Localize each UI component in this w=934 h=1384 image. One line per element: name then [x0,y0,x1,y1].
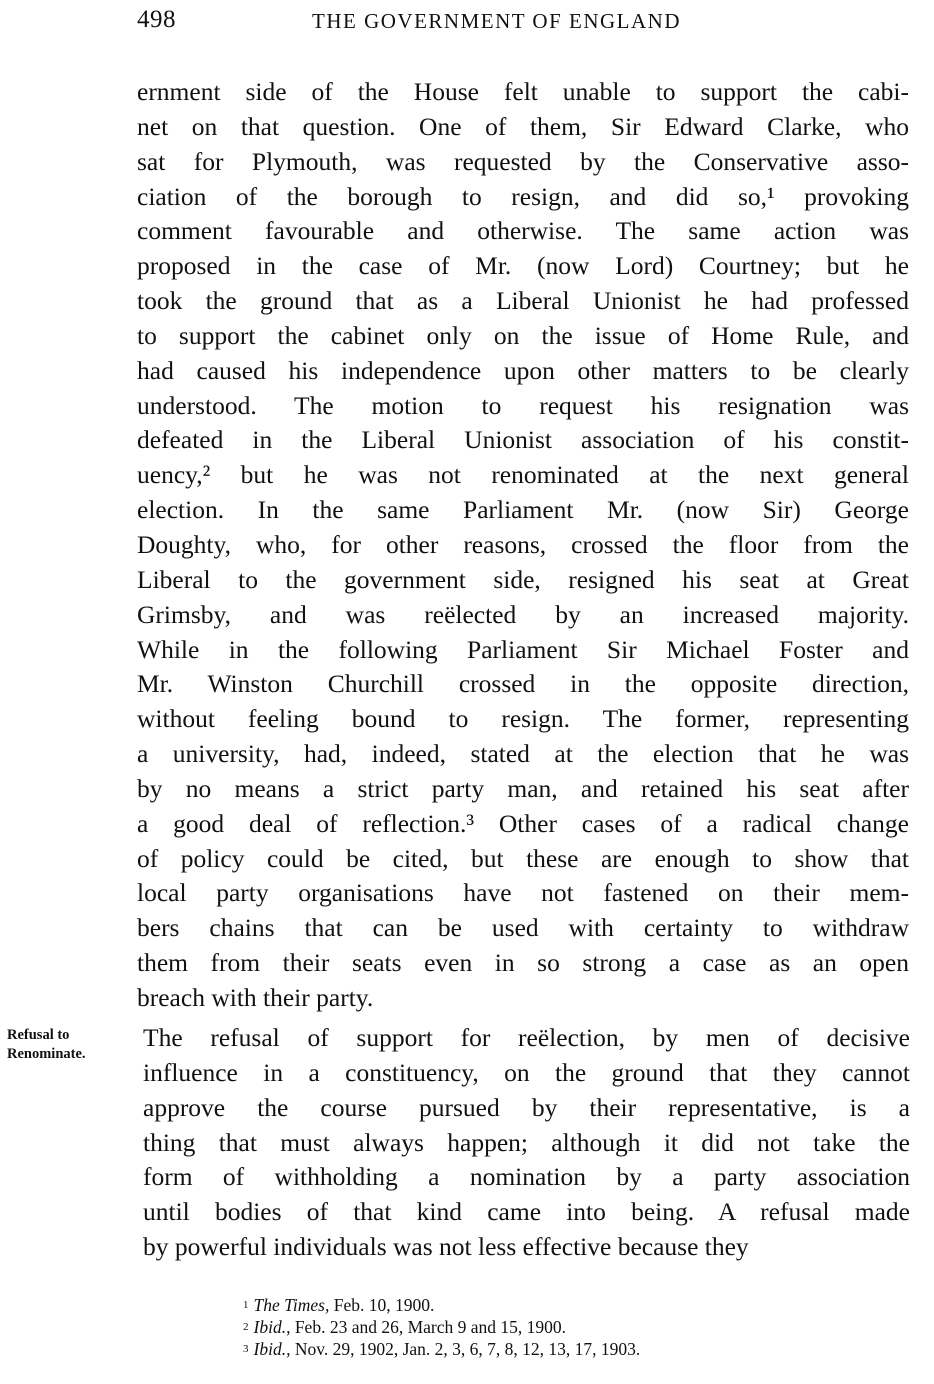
footnote [243,1316,640,1338]
text-line: took the ground that as a Liberal Unionist he had professed [137,286,909,316]
side-note-line: Renominate. [7,1046,86,1062]
text-line: to support the cabinet only on the issue of Home Rule, and [137,320,909,350]
footnote-detail: Feb. 23 and 26, March 9 and 15, 1900. [294,1317,567,1337]
text-line: Doughty, who, for other reasons, crossed the floor from the [137,529,909,559]
footnote-mark: 2 [243,1321,249,1333]
footnote [243,1294,640,1316]
text-line: without feeling bound to resign. The former, representing [137,704,909,734]
text-line: net on that question. One of them, Sir Edward Clarke, who [137,111,909,141]
text-line: comment favourable and otherwise. The same action was [137,216,909,246]
text-line: by no means a strict party man, and retained his seat after [137,773,909,803]
text-line: had caused his independence upon other matters to be clearly [137,355,909,385]
text-line: The refusal of support for reëlection, by men of decisive [143,1023,910,1052]
text-line: Liberal to the government side, resigned his seat at Great [137,564,909,594]
text-line: until bodies of that kind came into being. A refusal made [143,1197,910,1227]
text-line: While in the following Parliament Sir Michael Foster and [137,634,909,664]
text-line: defeated in the Liberal Unionist association of his constit- [137,425,909,455]
page-header [0,6,934,42]
text-line: uency,² but he was not renominated at the next general [137,460,909,490]
footnote-source: The Times, [253,1295,330,1315]
side-note-line: Refusal to [7,1027,70,1043]
body-paragraph-1 [137,75,909,1016]
body-paragraph-2 [143,1021,910,1265]
text-line: of policy could be cited, but these are enough to show that [137,843,909,873]
text-line: bers chains that can be used with certainty to withdraw [137,913,909,943]
text-line: by powerful individuals was not less effective because they [143,1232,749,1262]
text-line: proposed in the case of Mr. (now Lord) Courtney; but he [137,251,909,281]
text-line: election. In the same Parliament Mr. (now Sir) George [137,495,909,525]
text-line: thing that must always happen; although it did not take the [143,1127,910,1157]
text-line: understood. The motion to request his resignation was [137,390,909,420]
text-line: Mr. Winston Churchill crossed in the opposite direction, [137,669,909,699]
footnote [243,1338,640,1360]
text-line: Grimsby, and was reëlected by an increased majority. [137,599,909,629]
text-line: sat for Plymouth, was requested by the Conservative asso- [137,146,909,176]
text-line: ernment side of the House felt unable to support the cabi- [137,77,909,106]
page-number: 498 [137,6,176,33]
text-line: them from their seats even in so strong a case as an open [137,948,909,978]
side-note [7,1026,86,1064]
text-line: local party organisations have not fastened on their mem- [137,878,909,908]
footnotes [243,1294,640,1360]
text-line: a good deal of reflection.³ Other cases of a radical change [137,808,909,838]
text-line: ciation of the borough to resign, and did so,¹ provoking [137,181,909,211]
footnote-detail: Feb. 10, 1900. [333,1295,435,1315]
running-title: THE GOVERNMENT OF ENGLAND [312,9,682,33]
text-line: influence in a constituency, on the ground that they cannot [143,1057,910,1087]
footnote-source: Ibid., [253,1339,291,1359]
text-line: form of withholding a nomination by a party association [143,1162,910,1192]
text-line: approve the course pursued by their representative, is a [143,1092,910,1122]
footnote-mark: 3 [243,1343,249,1355]
text-line: a university, had, indeed, stated at the election that he was [137,739,909,769]
text-line: breach with their party. [137,982,374,1012]
footnote-source: Ibid., [253,1317,291,1337]
footnote-detail: Nov. 29, 1902, Jan. 2, 3, 6, 7, 8, 12, 13, 17, 1903. [294,1339,641,1359]
footnote-mark: 1 [243,1299,249,1311]
